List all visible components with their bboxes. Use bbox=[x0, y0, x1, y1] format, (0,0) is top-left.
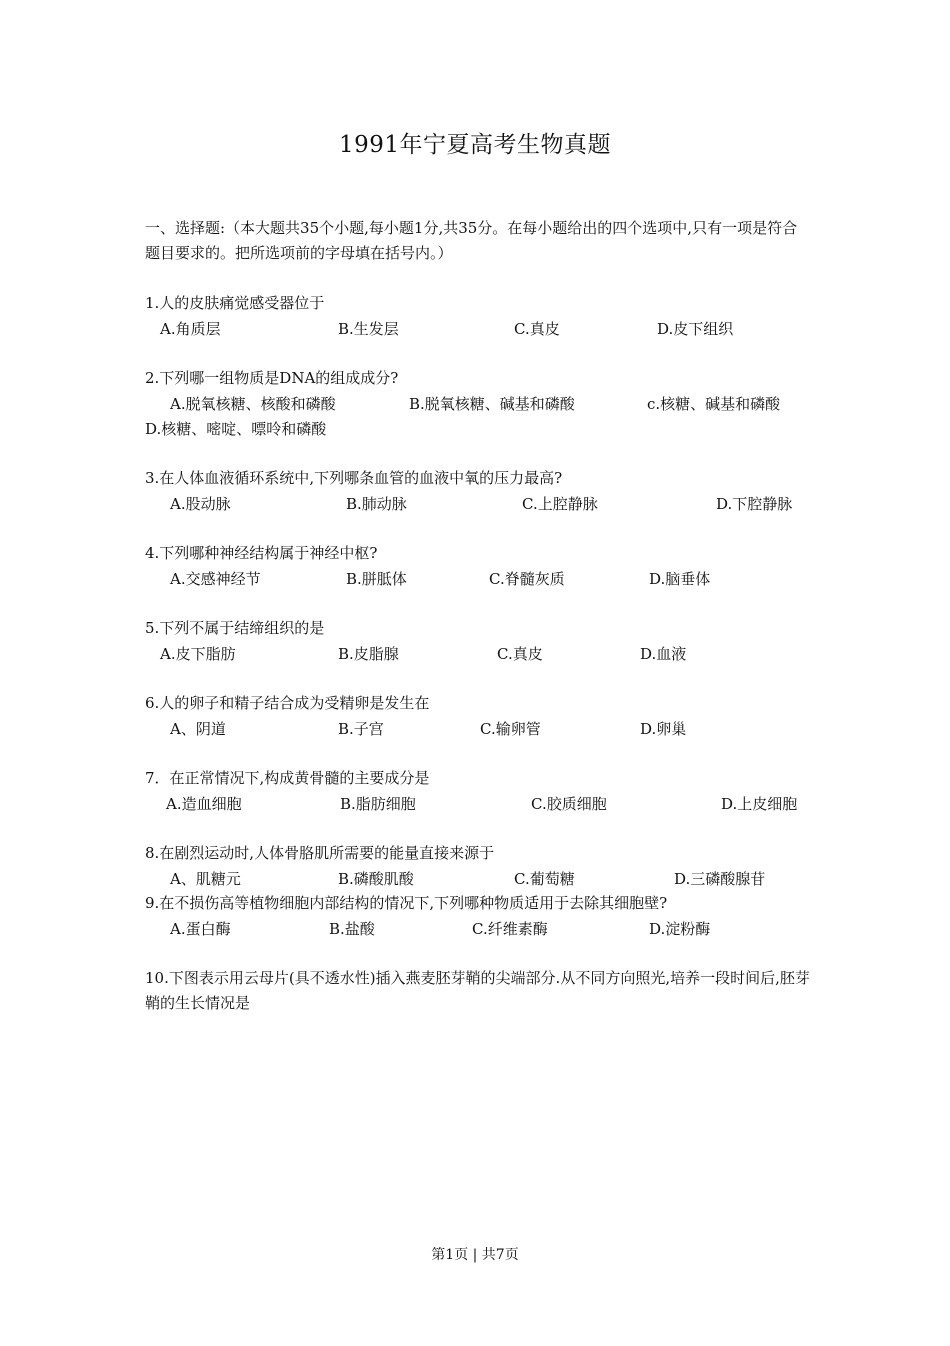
question-option: C.葡萄糖 bbox=[514, 870, 575, 888]
question-option: D.上皮细胞 bbox=[721, 795, 798, 813]
question-stem: 4.下列哪种神经结构属于神经中枢? bbox=[145, 544, 378, 562]
question-option: A.股动脉 bbox=[170, 495, 231, 513]
question-option: A.皮下脂肪 bbox=[160, 645, 236, 663]
question-option: D.脑垂体 bbox=[649, 570, 711, 588]
question-option: B.肺动脉 bbox=[346, 495, 407, 513]
question-option: C.纤维素酶 bbox=[472, 920, 548, 938]
question-option: A.脱氧核糖、核酸和磷酸 bbox=[170, 395, 336, 413]
question-stem: 10.下图表示用云母片(具不透水性)插入燕麦胚芽鞘的尖端部分.从不同方向照光,培养一段时间后,胚芽鞘的生长情况是 bbox=[145, 969, 810, 1012]
question-option: B.子宫 bbox=[338, 720, 384, 738]
question-option: D.核糖、嘧啶、嘌呤和磷酸 bbox=[145, 420, 327, 438]
question-option: C.真皮 bbox=[497, 645, 543, 663]
question-stem: 7．在正常情况下,构成黄骨髓的主要成分是 bbox=[145, 769, 430, 787]
question-stem: 1.人的皮肤痛觉感受器位于 bbox=[145, 294, 325, 312]
question-option: D.三磷酸腺苷 bbox=[674, 870, 766, 888]
question-option: C.真皮 bbox=[514, 320, 560, 338]
question-option: c.核糖、碱基和磷酸 bbox=[647, 395, 781, 413]
question-option: C.胶质细胞 bbox=[531, 795, 607, 813]
question-option: C.输卵管 bbox=[480, 720, 541, 738]
question-option: B.盐酸 bbox=[329, 920, 375, 938]
question-option: B.皮脂腺 bbox=[338, 645, 399, 663]
question-option: A.造血细胞 bbox=[166, 795, 242, 813]
question-stem: 5.下列不属于结缔组织的是 bbox=[145, 619, 325, 637]
question-option: C.脊髓灰质 bbox=[489, 570, 565, 588]
question-option: A.蛋白酶 bbox=[170, 920, 231, 938]
question-option: D.血液 bbox=[640, 645, 687, 663]
question-stem: 2.下列哪一组物质是DNA的组成成分? bbox=[145, 369, 399, 387]
page-footer: 第1页 | 共7页 bbox=[431, 1247, 519, 1263]
question-stem: 8.在剧烈运动时,人体骨胳肌所需要的能量直接来源于 bbox=[145, 844, 495, 862]
question-option: B.生发层 bbox=[338, 320, 399, 338]
question-stem: 9.在不损伤高等植物细胞内部结构的情况下,下列哪种物质适用于去除其细胞壁? bbox=[145, 894, 668, 912]
question-option: A.角质层 bbox=[160, 320, 221, 338]
question-option: B.脂肪细胞 bbox=[340, 795, 416, 813]
section-intro: 一、选择题:（本大题共35个小题,每小题1分,共35分。在每小题给出的四个选项中,只有一项是符合题目要求的。把所选项前的字母填在括号内。） bbox=[145, 219, 798, 262]
question-stem: 3.在人体血液循环系统中,下列哪条血管的血液中氧的压力最高? bbox=[145, 469, 563, 487]
question-option: A、阴道 bbox=[170, 720, 226, 738]
question-option: D.淀粉酶 bbox=[649, 920, 711, 938]
question-option: B.胼胝体 bbox=[346, 570, 407, 588]
question-option: B.磷酸肌酸 bbox=[338, 870, 414, 888]
question-option: D.下腔静脉 bbox=[716, 495, 793, 513]
question-option: C.上腔静脉 bbox=[522, 495, 598, 513]
question-stem: 6.人的卵子和精子结合成为受精卵是发生在 bbox=[145, 694, 430, 712]
question-option: D.卵巢 bbox=[640, 720, 687, 738]
question-option: A.交感神经节 bbox=[170, 570, 261, 588]
page-title: 1991年宁夏高考生物真题 bbox=[338, 132, 612, 158]
question-option: A、肌糖元 bbox=[170, 870, 241, 888]
question-option: D.皮下组织 bbox=[657, 320, 734, 338]
question-option: B.脱氧核糖、碱基和磷酸 bbox=[409, 395, 575, 413]
